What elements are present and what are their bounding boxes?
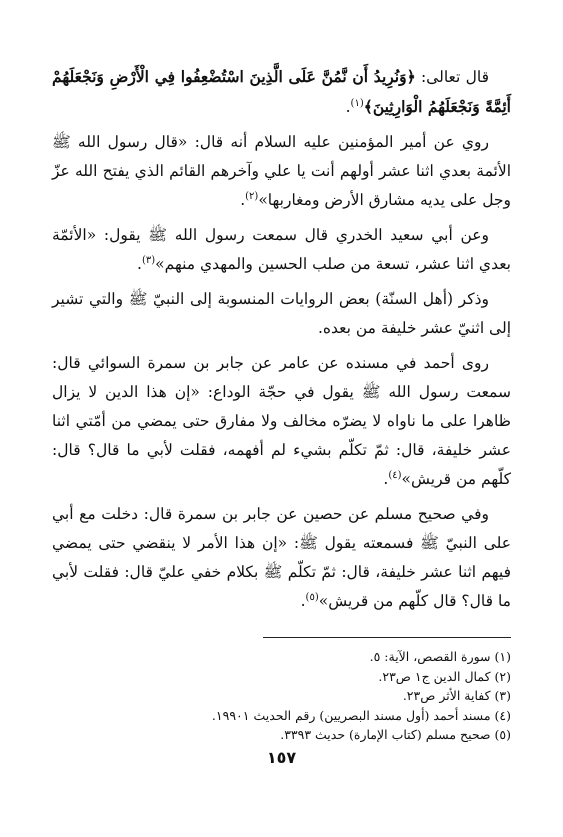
footnotes	[52, 647, 511, 745]
paragraph-tail: .	[383, 470, 389, 488]
paragraph-text: وذكر (أهل السنّة) بعض الروايات المنسوبة إلى النبيّ ﷺ والتي تشير إلى اثنيّ عشر خليفة من بعده.	[52, 290, 511, 337]
paragraph-lead: قال تعالى:	[415, 68, 489, 86]
footnote-separator	[263, 637, 511, 638]
paragraph-hadith-2	[52, 221, 511, 279]
page-number: ١٥٧	[266, 748, 297, 767]
footnote-3: (٣) كفاية الأثر ص٢٣.	[402, 688, 511, 703]
footnote-1: (١) سورة القصص، الآية: ٥.	[369, 649, 511, 664]
paragraph-hadith-muslim	[52, 500, 511, 616]
footnote-ref: (٤)	[388, 469, 402, 481]
paragraph-text: روى أحمد في مسنده عن عامر عن جابر بن سمرة السوائي قال: سمعت رسول الله ﷺ يقول في حجّة الوداع: «إن هذا الدين لا يزال ظاهرا على ما ناواه لا يضرّه مخالف ولا مفارق حتى يمضي من أمّتي اثنا عشر خليفة، قال: ثمّ تكلّم بشيء لم أفهمه، فقلت لأبي ما قال؟ قال: كلّهم من قريش»	[52, 354, 511, 488]
paragraph-hadith-1	[52, 128, 511, 215]
footnote-2: (٢) كمال الدين ج١ ص٢٣.	[378, 668, 511, 684]
paragraph-tail: .	[345, 98, 351, 116]
footnote-ref: (٢)	[245, 190, 259, 202]
paragraph-tail: .	[240, 191, 246, 209]
footnote-ref: (٥)	[305, 591, 319, 603]
paragraph-quran-verse	[52, 62, 511, 122]
paragraph-hadith-ahmad	[52, 349, 511, 494]
footnote-ref: (١)	[350, 97, 364, 109]
quran-verse: ﴿وَنُرِيدُ أَن نَّمُنَّ عَلَى الَّذِينَ اسْتُضْعِفُوا فِي الْأَرْضِ وَنَجْعَلَهُمْ أَئِمَّةً وَنَجْعَلَهُمُ الْوَارِثِينَ﴾	[52, 67, 511, 116]
paragraph-text: وفي صحيح مسلم عن حصين عن جابر بن سمرة قال: دخلت مع أبي على النبيّ ﷺ فسمعته يقول ﷺ: «إن هذا الأمر لا ينقضي حتى يمضي فيهم اثنا عشر خليفة، قال: ثمّ تكلّم ﷺ بكلام خفي عليّ قال: فقلت لأبي ما قال؟ قال كلّهم من قريش»	[52, 505, 511, 610]
paragraph-tail: .	[300, 592, 306, 610]
paragraph-sunni-intro	[52, 285, 511, 343]
main-text	[52, 62, 511, 622]
paragraph-text: وعن أبي سعيد الخدري قال سمعت رسول الله ﷺ يقول: «الأئمّة بعدي اثنا عشر، تسعة من صلب الحسين والمهدي منهم»	[52, 226, 511, 273]
footnote-5: (٥) صحيح مسلم (كتاب الإمارة) حديث ٣٣٩٣.	[280, 727, 511, 742]
paragraph-tail: .	[137, 255, 142, 273]
footnote-ref: (٣)	[141, 254, 156, 266]
paragraph-text: روي عن أمير المؤمنين عليه السلام أنه قال: «قال رسول الله ﷺ الأئمة بعدي اثنا عشر أولهم أنت يا علي وآخرهم القائم الذي يفتح الله عزّ وجل على يديه مشارق الأرض ومغاربها»	[52, 133, 511, 209]
footnote-4: (٤) مسند أحمد (أول مسند البصريين) رقم الحديث ١٩٩٠١.	[211, 707, 511, 723]
